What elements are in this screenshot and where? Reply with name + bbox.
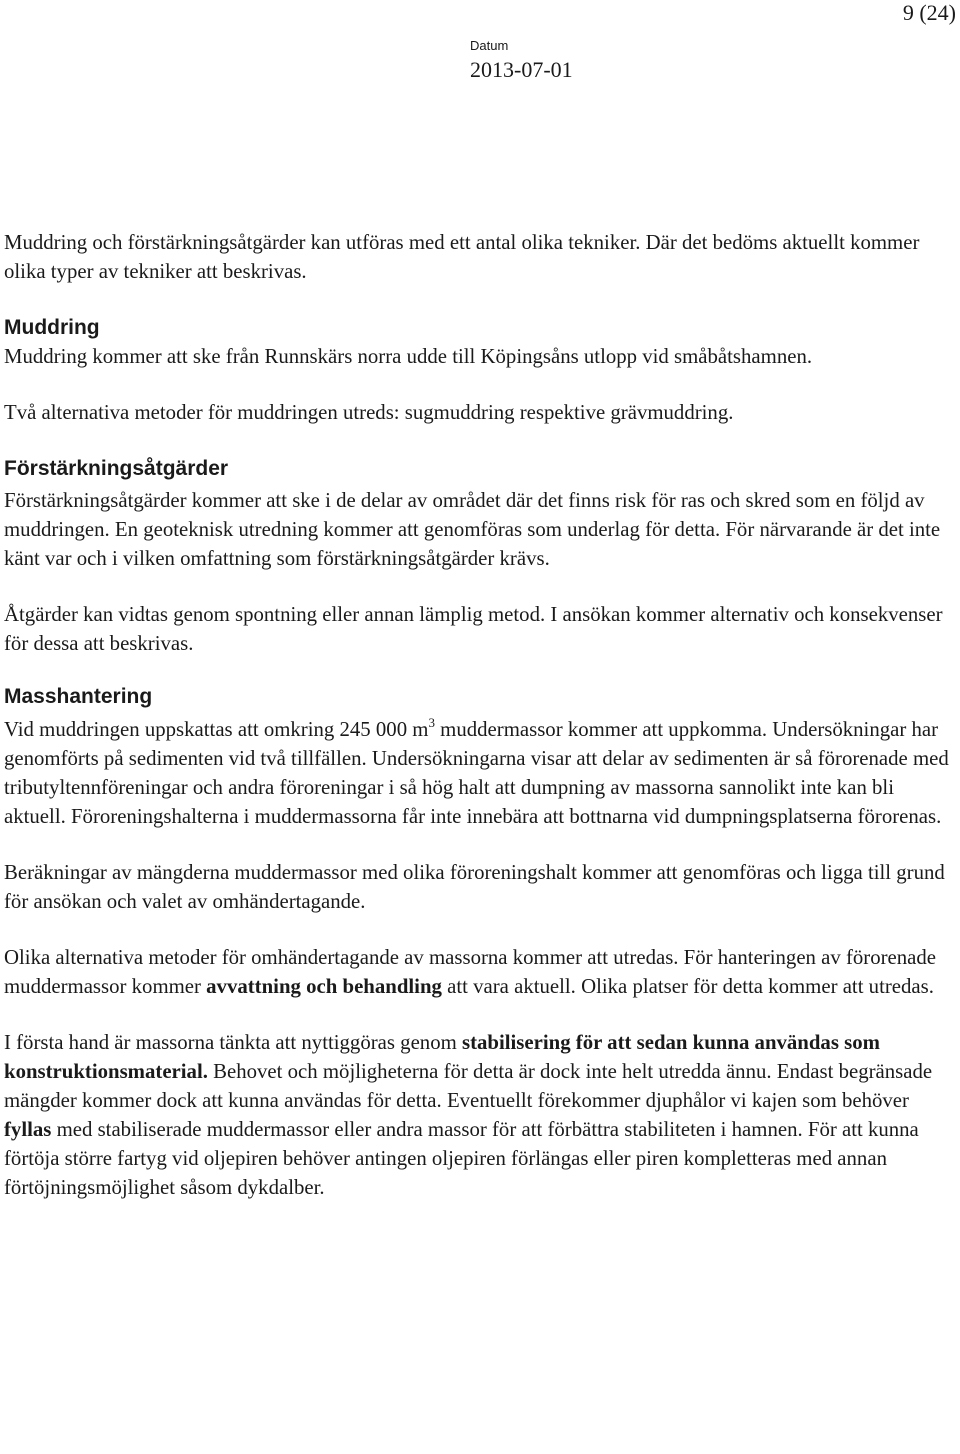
- superscript-3: 3: [428, 715, 435, 730]
- bold-text: stabilisering för att sedan kunna användas som konstruktionsmaterial.: [4, 1031, 880, 1083]
- heading-masshantering: Masshantering: [4, 685, 153, 708]
- masshantering-paragraph-3: [4, 943, 954, 1001]
- page-number: 9 (24): [902, 0, 956, 25]
- text-run: med stabiliserade muddermassor eller andra massor för att förbättra stabiliteten i hamnen. För att kunna förtöja större fartyg vid oljepiren behöver antingen oljepiren förlängas eller piren kompletteras med annan förtöjningsmöjlighet såsom dykdalber.: [4, 1118, 919, 1199]
- masshantering-paragraph-2: Beräkningar av mängderna muddermassor med olika föroreningshalt kommer att genomföras och ligga till grund för ansökan och valet av omhändertagande.: [4, 861, 945, 913]
- forstarkning-paragraph-1: Förstärkningsåtgärder kommer att ske i de delar av området där det finns risk för ras och skred som en följd av muddringen. En geoteknisk utredning kommer att genomföras som underlag för detta. För närvarande är det inte känt var och i vilken omfattning som förstärkningsåtgärder krävs.: [4, 489, 941, 570]
- date-value: 2013-07-01: [470, 57, 573, 82]
- forstarkning-paragraph-2: Åtgärder kan vidtas genom spontning eller annan lämplig metod. I ansökan kommer alternativ och konsekvenser för dessa att beskrivas.: [4, 603, 943, 655]
- heading-forstarkning: Förstärkningsåtgärder: [4, 457, 229, 480]
- intro-paragraph: Muddring och förstärkningsåtgärder kan utföras med ett antal olika tekniker. Där det bedöms aktuellt kommer olika typer av tekniker att beskrivas.: [4, 231, 920, 283]
- masshantering-paragraph-4: [4, 1028, 954, 1202]
- muddring-paragraph-2: Två alternativa metoder för muddringen utreds: sugmuddring respektive grävmuddring.: [4, 401, 734, 424]
- text-run: Olika alternativa metoder för omhändertagande av massorna kommer att utredas. För hanteringen av förorenade muddermassor kommer: [4, 946, 937, 998]
- document-body: [4, 228, 954, 1202]
- bold-text: avvattning och behandling: [206, 975, 442, 998]
- date-label: Datum: [470, 38, 509, 53]
- text-run: muddermassor kommer att uppkomma. Undersökningar har genomförts på sedimenten vid två tillfällen. Undersökningarna visar att delar av sedimenten är så förorenade med tributyltennföreningar och andra föroreningar i så hög halt att dumpning av massorna sannolikt inte kan bli aktuell. Föroreningshalterna i muddermassorna får inte innebära att bottnarna vid dumpningsplatserna förorenas.: [4, 718, 949, 828]
- bold-text: fyllas: [4, 1118, 52, 1141]
- text-run: att vara aktuell. Olika platser för detta kommer att utredas.: [441, 975, 934, 998]
- masshantering-paragraph-1: [4, 715, 954, 831]
- muddring-paragraph-1: Muddring kommer att ske från Runnskärs norra udde till Köpingsåns utlopp vid småbåtshamnen.: [4, 345, 813, 368]
- text-run: I första hand är massorna tänkta att nyttiggöras genom: [4, 1031, 462, 1054]
- text-run: Behovet och möjligheterna för detta är dock inte helt utredda ännu. Endast begränsade mängder kommer dock att kunna användas för detta. Eventuellt förekommer djuphålor vi kajen som behöver: [4, 1060, 933, 1112]
- heading-muddring: Muddring: [4, 316, 100, 339]
- text-run: Vid muddringen uppskattas att omkring 245 000 m: [4, 718, 429, 741]
